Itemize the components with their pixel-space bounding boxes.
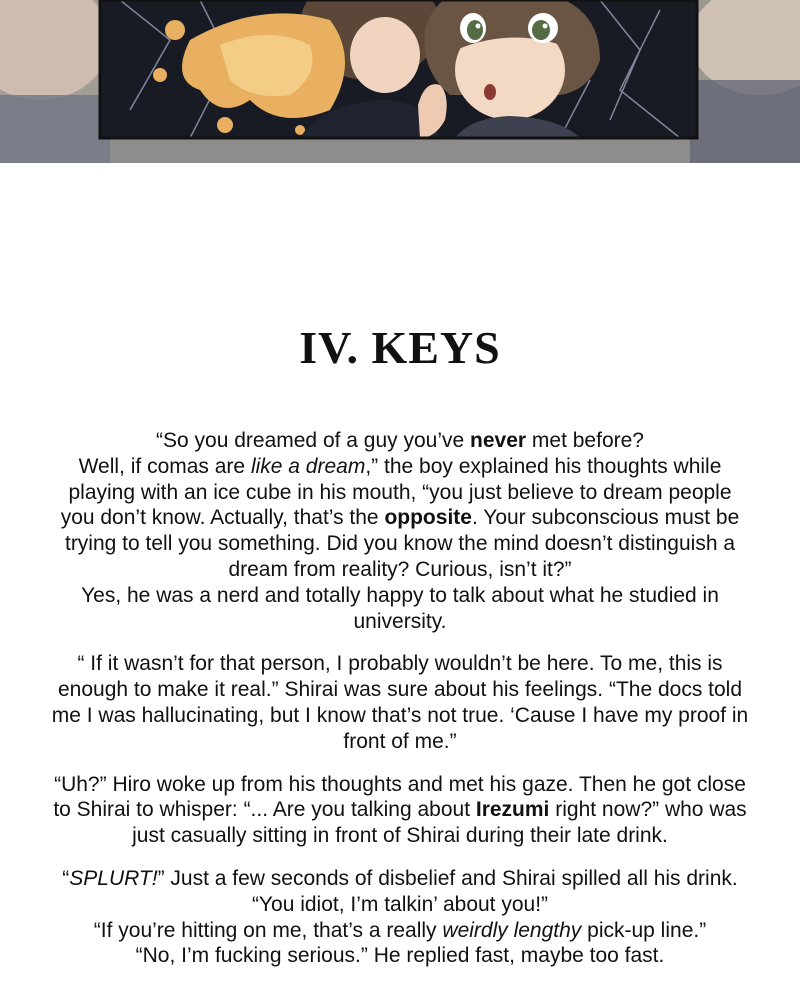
text-span: “No, I’m fucking serious.” He replied fast, maybe too fast. (135, 944, 665, 968)
story-text (50, 428, 750, 986)
story-paragraph (50, 772, 750, 849)
text-span: “So you dreamed of a guy you’ve (156, 429, 471, 452)
chapter-title: IV. KEYS (299, 321, 501, 373)
text-span: “If you’re hitting on me, that’s a really (93, 918, 443, 942)
text-span: ,” the boy explained his thoughts while playing with an ice cube in his mouth, “you just believe to dream people you don’t know. Actually, that’s the (60, 454, 732, 530)
emphasis-bold: never (470, 429, 527, 452)
emphasis-bold: opposite (384, 506, 472, 530)
story-paragraph (50, 428, 750, 634)
text-span: Well, if comas are (78, 454, 251, 478)
comic-panel-image (0, 0, 800, 163)
text-span: right now?” who was just casually sitting in front of Shirai during their late drink. (132, 798, 747, 848)
text-span: “Uh?” Hiro woke up from his thoughts and met his gaze. Then he got close to Shirai to whisper: “... Are you talking about (53, 772, 746, 822)
emphasis-italic: weirdly lengthy (442, 918, 582, 942)
emphasis-bold: Irezumi (475, 798, 550, 822)
text-span: met before? (526, 429, 644, 452)
emphasis-italic: SPLURT! (69, 866, 158, 890)
text-span: pick-up line.” (581, 918, 707, 942)
text-span: . Your subconscious must be trying to tell you something. Did you know the mind doesn’t distinguish a dream from reality? Curious, isn’t it?” (64, 506, 740, 581)
text-span: ” Just a few seconds of disbelief and Shirai spilled all his drink. “You idiot, I’m talkin’ about you!” (157, 866, 738, 916)
text-span: “ (62, 866, 70, 890)
story-paragraph: “ If it wasn’t for that person, I probably wouldn’t be here. To me, this is enough to make it real.” Shirai was sure about his feelings. “The docs told me I was hallucinating, but I know that’s not true. ‘Cause I have my proof in front of me.” (51, 652, 749, 753)
text-span: Yes, he was a nerd and totally happy to talk about what he studied in university. (81, 583, 719, 633)
story-paragraph (50, 866, 750, 969)
emphasis-italic: like a dream (250, 454, 366, 478)
